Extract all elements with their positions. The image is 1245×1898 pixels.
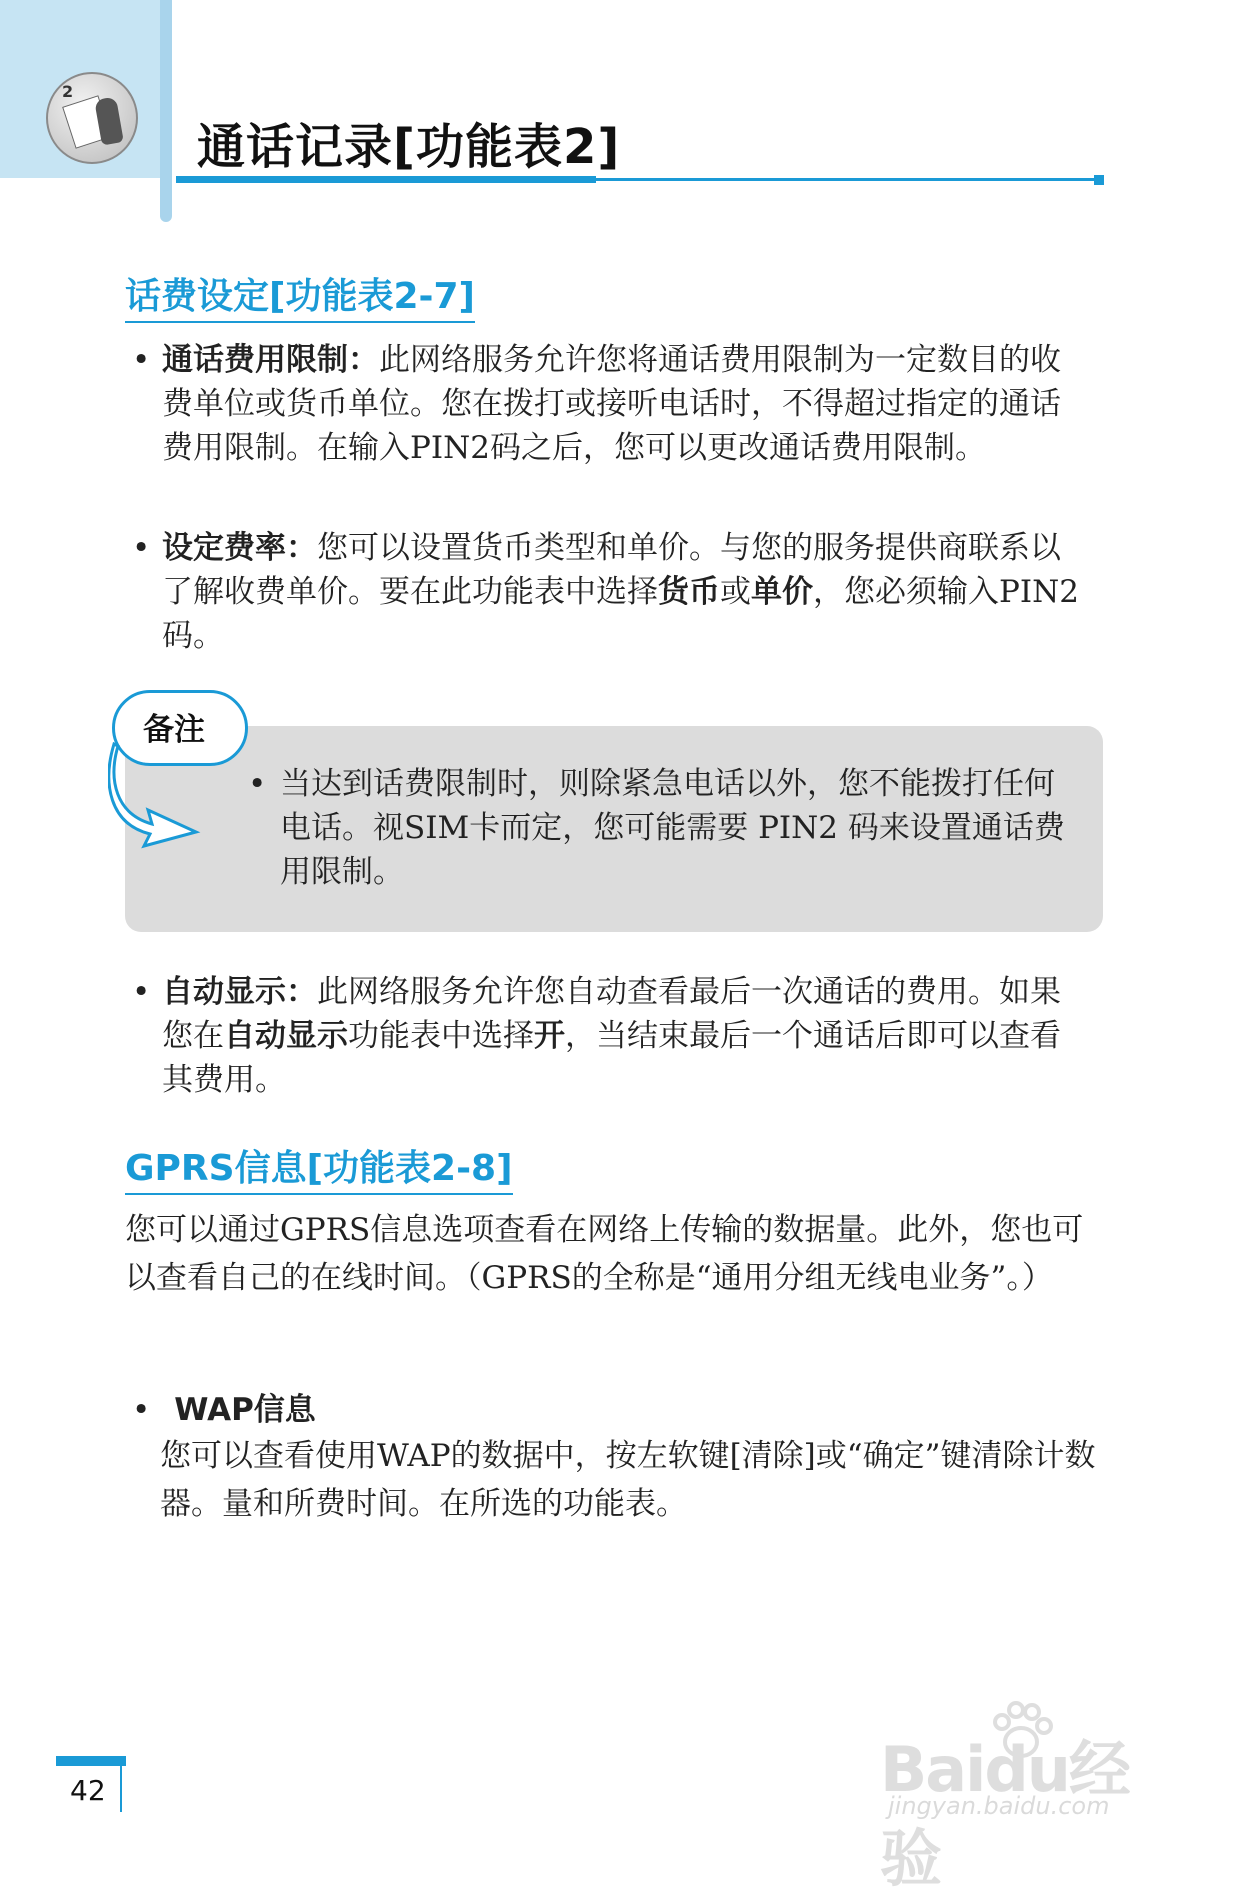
wap-info-text: 您可以查看使用WAP的数据中，按左软键[清除]或“确定”键清除计数器。量和所费时间。在所选的功能表。	[160, 1438, 1096, 1522]
section-title-call-cost: 话费设定[功能表2-7]	[125, 268, 475, 323]
keyword-on: 开	[534, 1018, 565, 1054]
baidu-watermark	[880, 1698, 1180, 1895]
watermark-brand-cn: 经验	[880, 1733, 1129, 1895]
title-underline	[176, 176, 596, 183]
bullet-dot: •	[248, 766, 267, 802]
bullet-call-cost-limit	[132, 338, 1082, 470]
section-title-gprs-info: GPRS信息[功能表2-8]	[125, 1140, 513, 1195]
bullet-set-tariff	[132, 526, 1082, 658]
bullet-dot: •	[132, 530, 151, 566]
gprs-paragraph: 您可以通过GPRS信息选项查看在网络上传输的数据量。此外，您也可以查看自己的在线时间。（GPRS的全称是“通用分组无线电业务”。）	[125, 1212, 1084, 1296]
bullet-term: 自动显示：	[162, 974, 317, 1010]
bullet-dot: •	[132, 1392, 151, 1428]
bullet-text: ，您必须输入PIN2码。	[162, 574, 1079, 654]
watermark-brand-b: du	[984, 1733, 1069, 1806]
bullet-text: 此网络服务允许您将通话费用限制为一定数目的收费单位或货币单位。您在拨打或接听电话时，不得超过指定的通话费用限制。在输入PIN2码之后，您可以更改通话费用限制。	[162, 342, 1061, 466]
wap-info-label: WAP信息	[174, 1392, 316, 1428]
page-number-bar	[56, 1756, 126, 1766]
note-text: 当达到话费限制时，则除紧急电话以外，您不能拨打任何电话。视SIM卡而定，您可能需要 PIN2 码来设置通话费用限制。	[280, 766, 1065, 890]
keyword-currency: 货币	[658, 574, 720, 610]
bullet-text: ，当结束最后一个通话后即可以查看其费用。	[162, 1018, 1061, 1098]
note-text-block	[248, 762, 1078, 894]
title-underline-thin	[596, 178, 1096, 181]
watermark-brand-a: Bai	[880, 1733, 985, 1806]
bullet-dot: •	[132, 974, 151, 1010]
bullet-text: 功能表中选择	[348, 1018, 534, 1054]
wap-info-heading	[132, 1384, 316, 1429]
keyword-unit-price: 单价	[751, 574, 813, 610]
page-number-divider	[120, 1766, 122, 1812]
bullet-term: 设定费率：	[162, 530, 317, 566]
call-log-chapter-icon	[46, 72, 138, 164]
bullet-term: 通话费用限制：	[162, 342, 379, 378]
page-title: 通话记录[功能表2]	[197, 119, 621, 175]
chapter-number: 2	[62, 82, 74, 101]
header-vertical-bar	[160, 0, 172, 222]
bullet-text: 您可以设置货币类型和单价。与您的服务提供商联系以了解收费单价。要在此功能表中选择	[162, 530, 1061, 610]
bullet-text: 此网络服务允许您自动查看最后一次通话的费用。如果您在	[162, 974, 1061, 1054]
note-arrow-icon	[108, 740, 208, 850]
title-underline-end	[1094, 175, 1104, 185]
bullet-dot: •	[132, 342, 151, 378]
note-label: 备注	[143, 712, 205, 748]
bullet-auto-display	[132, 970, 1082, 1102]
page-number: 42	[70, 1774, 106, 1807]
watermark-url: jingyan.baidu.com	[888, 1792, 1110, 1820]
bullet-text: 或	[720, 574, 751, 610]
keyword-auto-display: 自动显示	[224, 1018, 348, 1054]
